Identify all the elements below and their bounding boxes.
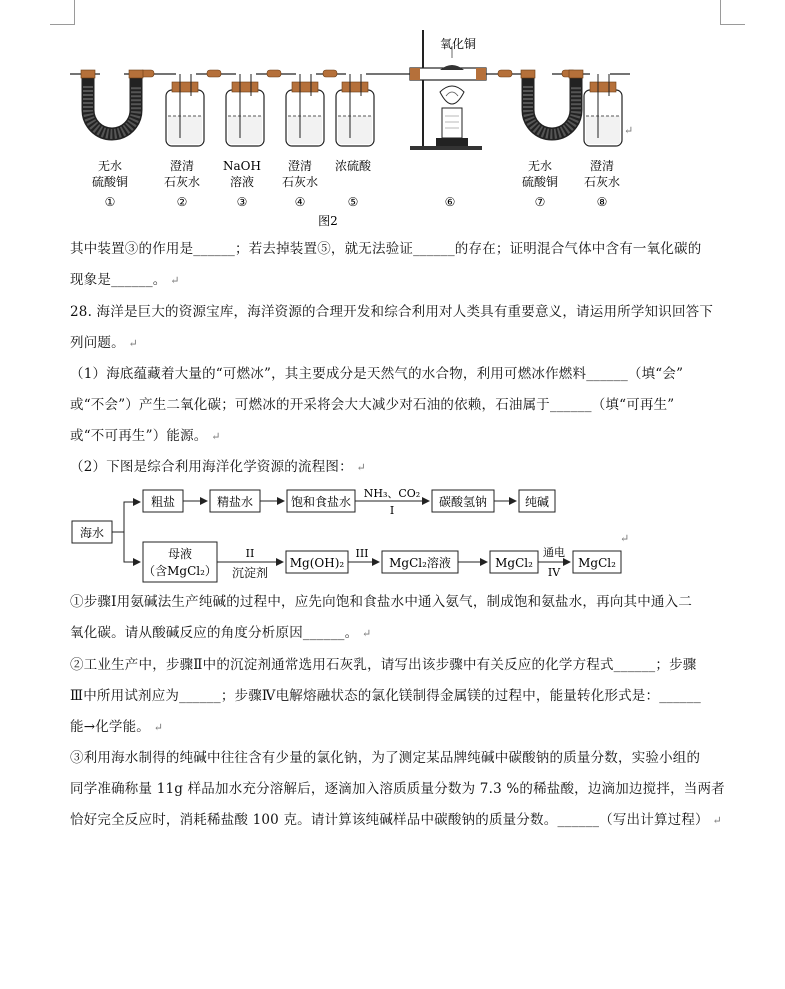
device-1-line1: 无水 xyxy=(97,159,123,173)
device-1-line2: 硫酸铜 xyxy=(91,175,129,189)
device-4-number: ④ xyxy=(294,195,306,209)
q28-sub3-line2: 同学准确称量 11g 样品加水充分溶解后，逐滴加入溶质质量分数为 7.3 %的稀盐酸，边滴加边搅拌，当两者 xyxy=(70,781,725,797)
step2-label: II xyxy=(245,547,255,560)
device-1-number: ① xyxy=(104,195,116,209)
q28-intro-line1: 28. 海洋是巨大的资源宝库，海洋资源的合理开发和综合利用对人类具有重要意义，请运用所学知识回答下 xyxy=(70,304,714,320)
q27-text: 其中装置③的作用是______；若去掉装置⑤，就无法验证______的存在；证明混合气体中含有一氧化碳的 现象是______。 ↵ xyxy=(70,234,730,296)
q27-line1: 其中装置③的作用是______；若去掉装置⑤，就无法验证______的存在；证明混合气体中含有一氧化碳的 xyxy=(70,241,702,257)
step1-reagents: NH₃、CO₂ xyxy=(363,487,421,500)
bottle-conc-h2so4-5 xyxy=(336,74,374,146)
node-mgcl2-a-label: MgCl₂ xyxy=(495,556,533,570)
node-refined-brine-label: 精盐水 xyxy=(216,495,254,509)
bottle-naoh-3 xyxy=(226,74,264,146)
device-2-line1: 澄清 xyxy=(169,159,195,173)
step4-label: IV xyxy=(547,566,561,579)
q28-sub2-line3: 能→化学能。 xyxy=(70,719,151,735)
device-8-number: ⑧ xyxy=(596,195,608,209)
q28-part1-line3: 或“不可再生”）能源。 xyxy=(70,428,208,444)
device-8-line1: 澄清 xyxy=(589,159,615,173)
apparatus-figure xyxy=(0,0,785,235)
node-mother-liquor-sub: （含MgCl₂） xyxy=(143,564,217,578)
device-5-number: ⑤ xyxy=(347,195,359,209)
node-nahco3-label: 碳酸氢钠 xyxy=(438,495,488,509)
bottle-limewater-8 xyxy=(584,74,622,146)
figure-caption: 图2 xyxy=(318,214,338,228)
q27-line2: 现象是______。 xyxy=(70,272,167,288)
device-2-number: ② xyxy=(176,195,188,209)
node-mother-liquor-label: 母液 xyxy=(167,547,193,561)
q28-sub2-line1: ②工业生产中，步骤Ⅱ中的沉淀剂通常选用石灰乳，请写出该步骤中有关反应的化学方程式______；步骤 xyxy=(70,657,697,673)
step1-label: I xyxy=(389,504,395,517)
q28-sub1-line1: ①步骤Ⅰ用氨碱法生产纯碱的过程中，应先向饱和食盐水中通入氨气，制成饱和氨盐水，再向其中通入二 xyxy=(70,594,693,610)
q28-sub3-line3: 恰好完全反应时，消耗稀盐酸 100 克。请计算该纯碱样品中碳酸钠的质量分数。______（写出计算过程） xyxy=(70,812,709,828)
device-5-line1: 浓硫酸 xyxy=(334,159,372,173)
node-seawater-label: 海水 xyxy=(79,526,105,540)
q28-sub1-line2: 氧化碳。请从酸碱反应的角度分析原因______。 xyxy=(70,625,359,641)
bottle-limewater-4 xyxy=(286,74,324,146)
q28-part1: （1）海底蕴藏着大量的“可燃冰”，其主要成分是天然气的水合物，利用可燃冰作燃料______（填“会” 或“不会”）产生二氧化碳；可燃冰的开采将会大大减少对石油的依赖，石油属于______（填“可再生” 或“不可再生”）能源。 ↵ xyxy=(70,359,730,452)
node-mgoh2-label: Mg(OH)₂ xyxy=(289,556,345,570)
q28-sub2: ②工业生产中，步骤Ⅱ中的沉淀剂通常选用石灰乳，请写出该步骤中有关反应的化学方程式______；步骤 Ⅲ中所用试剂应为______；步骤Ⅳ电解熔融状态的氯化镁制得金属镁的过程中，能量转化形式是：______ 能→化学能。 ↵ xyxy=(70,650,730,743)
cuo-label: 氧化铜 xyxy=(439,37,477,51)
bottle-limewater-2 xyxy=(166,74,204,146)
svg-text:↵: ↵ xyxy=(624,124,634,137)
q28-intro: 28. 海洋是巨大的资源宝库，海洋资源的合理开发和综合利用对人类具有重要意义，请运用所学知识回答下 列问题。 ↵ xyxy=(70,297,730,359)
u-tube-anhydrous-cuso4-1 xyxy=(81,70,143,134)
node-saturated-brine-label: 饱和食盐水 xyxy=(290,495,352,509)
q28-sub3: ③利用海水制得的纯碱中往往含有少量的氯化钠，为了测定某品牌纯碱中碳酸钠的质量分数，实验小组的 同学准确称量 11g 样品加水充分溶解后，逐滴加入溶质质量分数为 7.3 %的稀盐酸，边滴加边搅拌，当两者 恰好完全反应时，消耗稀盐酸 100 克。请计算该纯碱样品中碳酸钠的质量分数。______（写出计算过程） ↵ xyxy=(70,743,730,836)
device-3-line2: 溶液 xyxy=(229,175,255,189)
device-3-number: ③ xyxy=(236,195,248,209)
q28-part1-line2: 或“不会”）产生二氧化碳；可燃冰的开采将会大大减少对石油的依赖，石油属于______（填“可再生” xyxy=(70,397,675,413)
q28-part2-title-block: （2）下图是综合利用海洋化学资源的流程图： ↵ xyxy=(70,459,366,475)
q28-sub3-line1: ③利用海水制得的纯碱中往往含有少量的氯化钠，为了测定某品牌纯碱中碳酸钠的质量分数，实验小组的 xyxy=(70,750,701,766)
q28-intro-line2: 列问题。 xyxy=(70,335,125,351)
node-mgcl2-b-label: MgCl₂ xyxy=(578,556,616,570)
device-4-line1: 澄清 xyxy=(287,159,313,173)
device-4-line2: 石灰水 xyxy=(281,175,319,189)
q28-part2-title: （2）下图是综合利用海洋化学资源的流程图： xyxy=(70,459,353,475)
u-tube-anhydrous-cuso4-7 xyxy=(521,70,583,134)
device-6-number: ⑥ xyxy=(444,195,456,209)
node-soda-label: 纯碱 xyxy=(524,495,550,509)
q28-part1-line1: （1）海底蕴藏着大量的“可燃冰”，其主要成分是天然气的水合物，利用可燃冰作燃料______（填“会” xyxy=(70,366,684,382)
device-7-line2: 硫酸铜 xyxy=(521,175,559,189)
q28-sub1: ①步骤Ⅰ用氨碱法生产纯碱的过程中，应先向饱和食盐水中通入氨气，制成饱和氨盐水，再向其中通入二 氧化碳。请从酸碱反应的角度分析原因______。 ↵ xyxy=(70,587,730,649)
device-3-line1: NaOH xyxy=(223,159,261,173)
q28-sub2-line2: Ⅲ中所用试剂应为______；步骤Ⅳ电解熔融状态的氯化镁制得金属镁的过程中，能量转化形式是：______ xyxy=(70,688,701,704)
flow-chart xyxy=(0,484,785,584)
device-7-line1: 无水 xyxy=(527,159,553,173)
step2-precipitant: 沉淀剂 xyxy=(231,566,269,580)
svg-text:↵: ↵ xyxy=(620,532,630,545)
step3-label: III xyxy=(355,547,369,560)
node-mgcl2-solution-label: MgCl₂溶液 xyxy=(389,556,451,570)
device-2-line2: 石灰水 xyxy=(163,175,201,189)
node-crude-salt-label: 粗盐 xyxy=(150,495,176,509)
device-7-number: ⑦ xyxy=(534,195,546,209)
device-8-line2: 石灰水 xyxy=(583,175,621,189)
step4-condition: 通电 xyxy=(543,546,565,559)
